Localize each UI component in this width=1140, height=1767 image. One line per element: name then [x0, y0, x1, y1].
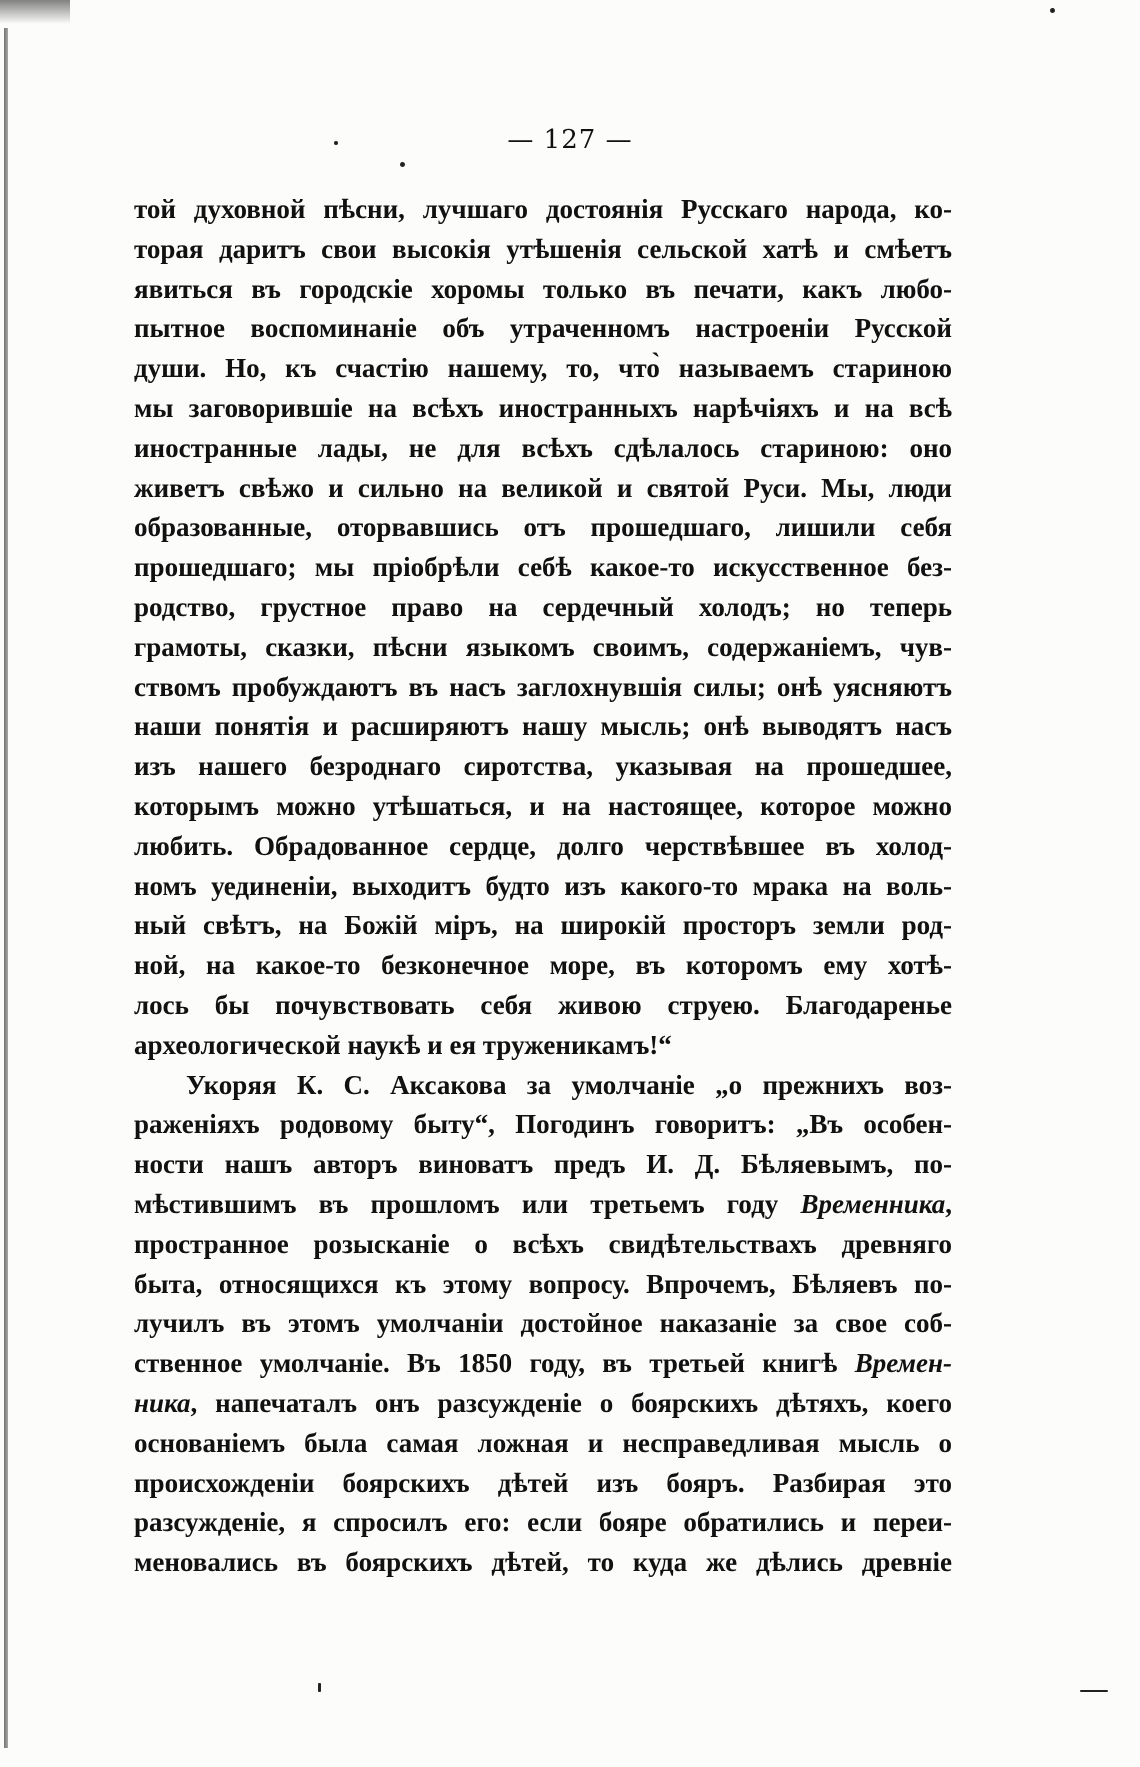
text-line: Укоряя К. С. Аксакова за умолчаніе „о прежнихъ воз- — [186, 1069, 952, 1100]
text-line: ной, на какое-то безконечное море, въ которомъ ему хотѣ- — [134, 950, 952, 981]
page-number: — 127 — — [507, 125, 633, 155]
text-line: лось бы почувствовать себя живою струею. Благодареньe — [134, 989, 952, 1020]
text-line: ный свѣтъ, на Божій міръ, на широкій просторъ земли род- — [134, 910, 952, 941]
italic-title: Времен- — [854, 1348, 952, 1379]
text-line: ствомъ пробуждаютъ въ насъ заглохнувшія силы; онѣ уясняютъ — [134, 671, 952, 702]
text-line — [134, 1384, 952, 1424]
body-text — [134, 190, 952, 1583]
text-line: любить. Обрадованное сердце, долго черствѣвшее въ холод- — [134, 830, 952, 861]
text-line: быта, относящихся къ этому вопросу. Впрочемъ, Бѣляевъ по- — [134, 1268, 952, 1299]
text-line: той духовной пѣсни, лучшаго достоянія Русскаго народа, ко- — [134, 194, 952, 224]
italic-title: Временника — [800, 1188, 946, 1219]
text-line: иностранные лады, не для всѣхъ сдѣлалось стариною: оно — [134, 432, 952, 463]
text-line: меновались въ боярскихъ дѣтей, то куда же дѣлись древніе — [134, 1547, 952, 1578]
text-line: торая даритъ свои высокія утѣшенія сельской хатѣ и смѣетъ — [134, 233, 952, 264]
text-line: ности нашъ авторъ виноватъ предъ И. Д. Бѣляевымъ, по- — [134, 1149, 952, 1180]
text-line: образованные, оторвавшись отъ прошедшаго, лишили себя — [134, 512, 952, 543]
print-speck — [1080, 1690, 1108, 1692]
text-line — [134, 1185, 952, 1225]
text-line: явиться въ городскіе хоромы только въ печати, какъ любо- — [134, 273, 952, 304]
print-speck — [400, 162, 405, 167]
text-line: основаніемъ была самая ложная и несправедливая мысль о — [134, 1427, 952, 1458]
scan-left-edge — [4, 28, 8, 1748]
text-line: души. Но, къ счастію нашему, то, что̀ называемъ стариною — [134, 353, 952, 384]
print-speck — [1050, 8, 1055, 13]
text-line: пытное воспоминаніе объ утраченномъ настроеніи Русской — [134, 313, 952, 344]
text-line: разсужденіе, я спросилъ его: если бояре обратились и переи- — [134, 1507, 952, 1538]
text-line: мы заговорившіе на всѣхъ иностранныхъ нарѣчіяхъ и на всѣ — [134, 392, 952, 423]
text-line: которымъ можно утѣшаться, и на настоящее, которое можно — [134, 790, 952, 821]
text-line: грамоты, сказки, пѣсни языкомъ своимъ, содержаніемъ, чув- — [134, 631, 952, 662]
italic-title: ника — [134, 1387, 191, 1418]
text-line: наши понятія и расширяютъ нашу мысль; онѣ выводятъ насъ — [134, 711, 952, 742]
text-line: пространное розысканіе о всѣхъ свидѣтельствахъ древняго — [134, 1228, 952, 1259]
text-line: изъ нашего безроднаго сиротства, указывая на прошедшее, — [134, 751, 952, 782]
text-run: мѣстившимъ въ прошломъ или третьемъ году — [134, 1188, 801, 1219]
text-line: живетъ свѣжо и сильно на великой и святой Руси. Мы, люди — [134, 472, 952, 503]
text-line: раженіяхъ родовому быту“, Погодинъ говоритъ: „Въ особен- — [134, 1109, 952, 1140]
text-line — [134, 1344, 952, 1384]
text-line: номъ уединеніи, выходитъ будто изъ какого-то мрака на воль- — [134, 870, 952, 901]
text-line: прошедшаго; мы пріобрѣли себѣ какое-то искусственное без- — [134, 552, 952, 583]
text-line: происхожденіи боярскихъ дѣтей изъ бояръ. Разбирая это — [134, 1467, 952, 1498]
text-line: лучилъ въ этомъ умолчаніи достойное наказаніе за свое соб- — [134, 1308, 952, 1339]
print-speck — [318, 1683, 321, 1692]
text-run: ственное умолчаніе. Въ 1850 году, въ третьей книгѣ — [134, 1348, 855, 1379]
text-line: археологической наукѣ и ея труженикамъ!“ — [134, 1029, 672, 1060]
text-line: родство, грустное право на сердечный холодъ; но теперь — [134, 591, 952, 622]
text-run: , — [945, 1188, 952, 1219]
scan-corner-shadow — [0, 0, 70, 24]
text-run: , напечаталъ онъ разсужденіе о боярскихъ дѣтяхъ, коего — [190, 1387, 952, 1418]
